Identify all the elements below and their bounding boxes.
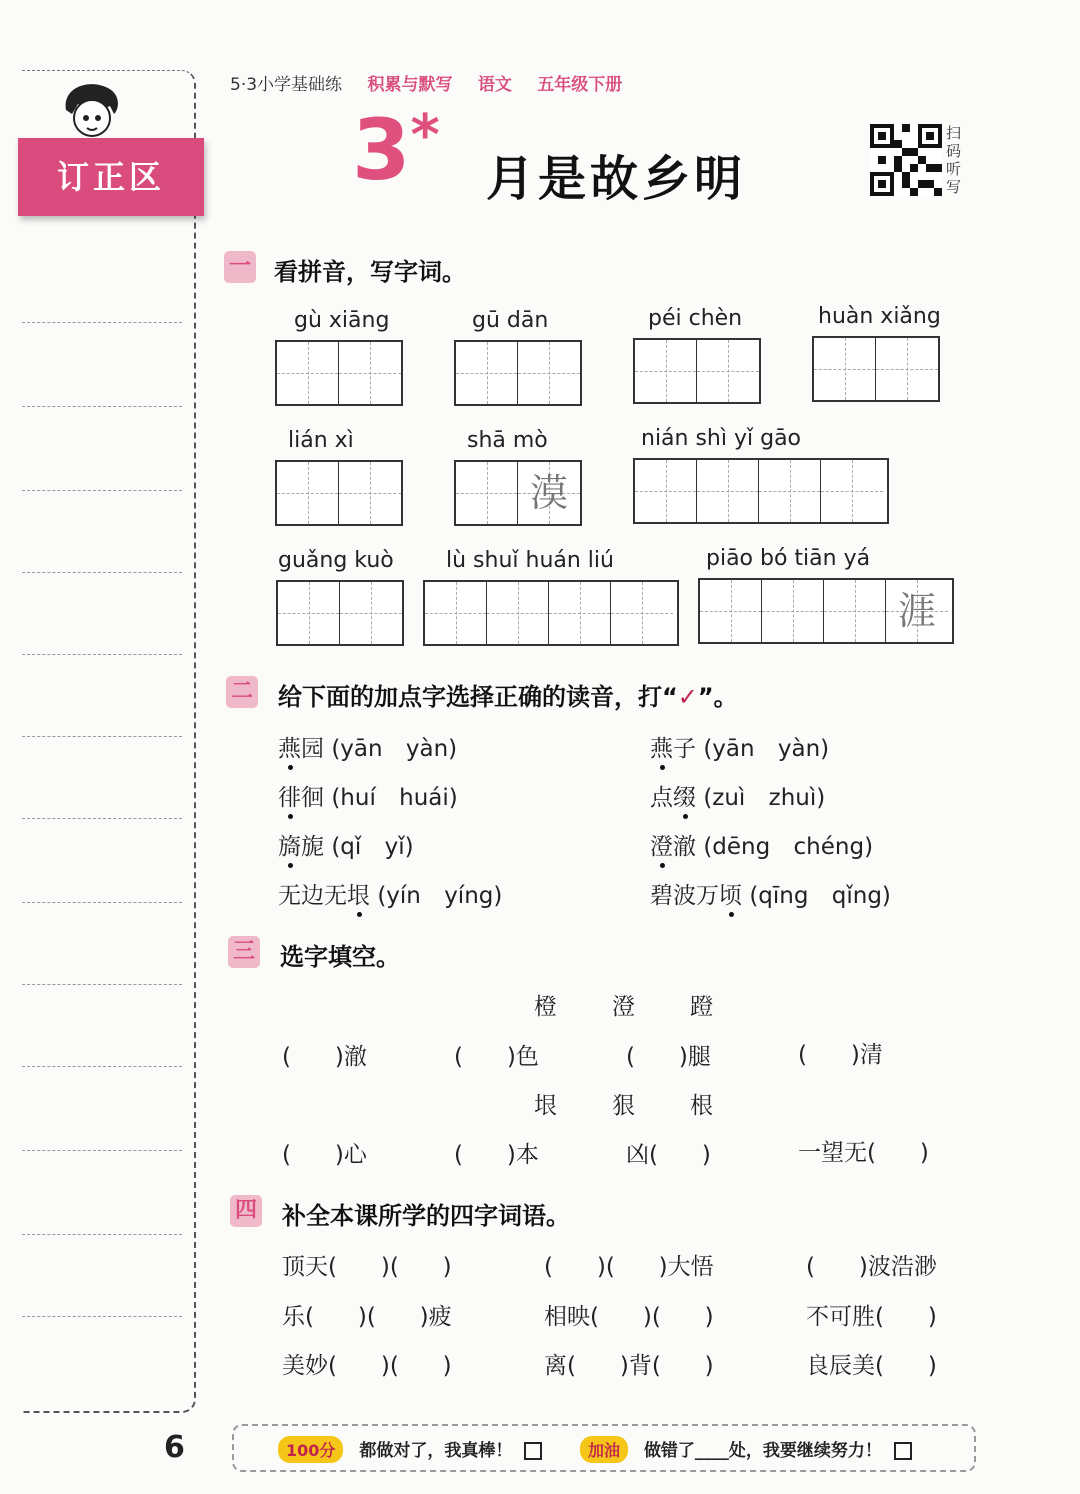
checkmark-icon: ✓ <box>677 683 698 711</box>
reading-item <box>278 730 457 763</box>
dotted-character: 燕 <box>278 736 301 762</box>
dotted-character: 旖 <box>278 834 301 860</box>
grid-cell[interactable] <box>425 582 487 644</box>
grid-cell[interactable] <box>339 342 401 404</box>
qr-code-icon[interactable] <box>870 124 942 196</box>
pinyin-label: péi chèn <box>648 306 743 331</box>
page-number: 6 <box>164 1430 185 1465</box>
pinyin-label: piāo bó tiān yá <box>706 546 871 571</box>
item-text: 旎 <box>301 834 324 860</box>
fill-blank-item[interactable]: 一望无( ) <box>798 1140 929 1166</box>
idiom-blank-item[interactable]: 相映( )( ) <box>544 1304 714 1330</box>
grid-cell[interactable] <box>700 580 762 642</box>
option-char: 根 <box>690 1093 713 1119</box>
grid-cell[interactable] <box>487 582 549 644</box>
reading-option[interactable]: yàn) <box>777 736 830 762</box>
writing-grid[interactable] <box>275 340 403 406</box>
keep-going-badge: 加油 <box>580 1436 628 1463</box>
idiom-blank-item[interactable]: 良辰美( ) <box>806 1353 937 1379</box>
pinyin-label: guǎng kuò <box>278 548 394 573</box>
reading-option[interactable]: (dēng <box>703 834 771 860</box>
lesson-title: 月是故乡明 <box>486 151 747 207</box>
pinyin-label: shā mò <box>467 428 548 453</box>
correction-line <box>22 1066 182 1067</box>
full-marks-badge: 100分 <box>278 1436 343 1463</box>
grid-cell[interactable] <box>277 342 339 404</box>
given-character: 漠 <box>529 471 568 515</box>
reading-item <box>650 730 829 763</box>
grid-cell[interactable] <box>611 582 673 644</box>
writing-grid[interactable] <box>812 336 940 402</box>
writing-grid[interactable] <box>633 458 889 524</box>
section4-title: 补全本课所学的四字词语。 <box>282 1202 570 1230</box>
fill-blank-item[interactable]: ( )心 <box>282 1142 367 1168</box>
grid-cell[interactable] <box>635 340 697 402</box>
dotted-character: 顷 <box>719 883 742 909</box>
correction-line <box>22 572 182 573</box>
pinyin-label: gù xiāng <box>294 308 390 333</box>
lesson-number-value: 3 <box>352 101 411 199</box>
book-name: 积累与默写 <box>367 75 453 95</box>
fill-blank-item[interactable]: ( )色 <box>454 1044 539 1070</box>
fill-blank-item[interactable]: ( )澈 <box>282 1044 367 1070</box>
grid-cell[interactable] <box>518 342 580 404</box>
correction-line <box>22 902 182 903</box>
subject-name: 语文 <box>477 75 512 95</box>
grid-cell[interactable] <box>340 582 402 644</box>
grid-cell[interactable] <box>456 462 518 524</box>
reading-option[interactable]: (zuì <box>703 785 746 811</box>
correction-line <box>22 736 182 737</box>
reading-item <box>278 877 502 910</box>
grid-cell[interactable] <box>278 582 340 644</box>
option-char: 橙 <box>534 994 557 1020</box>
writing-grid[interactable] <box>275 460 403 526</box>
reading-option[interactable]: yàn) <box>405 736 458 762</box>
reading-item <box>650 828 873 861</box>
correction-line <box>22 322 182 323</box>
item-text: 碧波万 <box>650 883 719 909</box>
lesson-star: * <box>410 103 440 168</box>
pinyin-label: lián xì <box>288 428 354 453</box>
reading-option[interactable]: (huí <box>331 785 376 811</box>
correction-line <box>22 1234 182 1235</box>
reading-option[interactable]: yǐ) <box>384 834 414 860</box>
writing-grid[interactable] <box>423 580 679 646</box>
section1-number: 一 <box>224 251 256 283</box>
dotted-character: 徘 <box>278 785 301 811</box>
fill-blank-item[interactable]: ( )腿 <box>626 1044 711 1070</box>
idiom-blank-item[interactable]: ( )( )大悟 <box>544 1254 714 1280</box>
section2-title-end: ”。 <box>697 683 738 711</box>
grid-cell[interactable] <box>876 338 938 400</box>
option-char: 澄 <box>612 994 635 1020</box>
correction-line <box>22 1316 182 1317</box>
pinyin-label: lù shuǐ huán liú <box>446 548 614 573</box>
grid-cell[interactable] <box>697 460 759 522</box>
grid-cell[interactable] <box>277 462 339 524</box>
reading-option[interactable]: chéng) <box>793 834 874 860</box>
correction-line <box>22 818 182 819</box>
fill-blank-item[interactable]: ( )本 <box>454 1142 539 1168</box>
dotted-character: 垠 <box>347 883 370 909</box>
grid-cell <box>886 580 948 642</box>
section3-title: 选字填空。 <box>280 943 400 971</box>
grid-cell[interactable] <box>821 460 883 522</box>
section1-title: 看拼音，写字词。 <box>274 258 466 286</box>
pinyin-label: huàn xiǎng <box>818 304 941 329</box>
section2-title <box>278 677 738 712</box>
lesson-number <box>352 101 440 199</box>
item-text: 无边无 <box>278 883 347 909</box>
reading-option[interactable]: huái) <box>399 785 458 811</box>
correction-line <box>22 654 182 655</box>
footer-text: 都做对了，我真棒！ <box>359 1441 513 1461</box>
idiom-blank-item[interactable]: 乐( )( )疲 <box>282 1304 452 1330</box>
correction-line <box>22 490 182 491</box>
mascot-boy-icon <box>58 80 124 142</box>
grid-cell[interactable] <box>759 460 821 522</box>
footer-left <box>278 1436 542 1463</box>
correction-line <box>22 984 182 985</box>
book-header <box>230 70 642 95</box>
section4-number: 四 <box>230 1195 262 1227</box>
checkbox-all-correct[interactable] <box>524 1442 542 1460</box>
writing-grid[interactable] <box>454 340 582 406</box>
reading-option[interactable]: yíng) <box>444 883 503 909</box>
idiom-blank-item[interactable]: 顶天( )( ) <box>282 1254 452 1280</box>
self-check-footer <box>232 1424 976 1472</box>
pinyin-label: nián shì yǐ gāo <box>641 426 802 451</box>
option-char: 狠 <box>612 1093 635 1119</box>
section3-number: 三 <box>228 936 260 968</box>
writing-grid[interactable] <box>276 580 404 646</box>
correction-banner: 订正区 <box>18 138 204 216</box>
reading-option[interactable]: (yān <box>703 736 755 762</box>
grid-cell[interactable] <box>635 460 697 522</box>
qr-label: 扫码听写 <box>946 124 962 196</box>
writing-grid[interactable] <box>698 578 954 644</box>
pinyin-label: gū dān <box>472 308 549 333</box>
reading-option[interactable]: (qǐ <box>331 834 362 860</box>
idiom-blank-item[interactable]: ( )波浩渺 <box>806 1254 937 1280</box>
series-name: 5·3小学基础练 <box>230 75 343 95</box>
reading-option[interactable]: (yín <box>377 883 421 909</box>
dotted-character: 燕 <box>650 736 673 762</box>
item-text: 澈 <box>673 834 696 860</box>
idiom-blank-item[interactable]: 离( )背( ) <box>544 1353 714 1379</box>
reading-option[interactable]: qǐng) <box>831 883 891 909</box>
grid-cell[interactable] <box>762 580 824 642</box>
reading-option[interactable]: (qīng <box>749 883 809 909</box>
reading-item <box>650 877 891 910</box>
grid-cell[interactable] <box>697 340 759 402</box>
reading-item <box>278 779 458 812</box>
item-text: 点 <box>650 785 673 811</box>
reading-option[interactable]: (yān <box>331 736 383 762</box>
dotted-character: 缀 <box>673 785 696 811</box>
correction-line <box>22 1150 182 1151</box>
footer-text: 做错了____处，我要继续努力！ <box>643 1441 882 1461</box>
grid-cell[interactable] <box>339 462 401 524</box>
reading-item <box>278 828 414 861</box>
grid-cell[interactable] <box>814 338 876 400</box>
idiom-blank-item[interactable]: 美妙( )( ) <box>282 1353 452 1379</box>
grid-cell[interactable] <box>824 580 886 642</box>
section2-number: 二 <box>226 676 258 708</box>
writing-grid[interactable] <box>454 460 582 526</box>
item-text: 徊 <box>301 785 324 811</box>
fill-blank-item[interactable]: 凶( ) <box>626 1142 711 1168</box>
idiom-blank-item[interactable]: 不可胜( ) <box>806 1304 937 1330</box>
grid-cell <box>518 462 580 524</box>
reading-item <box>650 779 825 812</box>
writing-grid[interactable] <box>633 338 761 404</box>
fill-blank-item[interactable]: ( )清 <box>798 1042 883 1068</box>
given-character: 涯 <box>897 589 936 633</box>
option-char: 垠 <box>534 1093 557 1119</box>
checkbox-has-mistakes[interactable] <box>894 1442 912 1460</box>
grid-cell[interactable] <box>456 342 518 404</box>
item-text: 子 <box>673 736 696 762</box>
grade-name: 五年级下册 <box>537 75 623 95</box>
correction-line <box>22 406 182 407</box>
item-text: 园 <box>301 736 324 762</box>
correction-area <box>22 70 196 1413</box>
reading-option[interactable]: zhuì) <box>768 785 826 811</box>
grid-cell[interactable] <box>549 582 611 644</box>
footer-right <box>580 1436 912 1463</box>
option-char: 蹬 <box>690 994 713 1020</box>
section2-title-text: 给下面的加点字选择正确的读音，打“ <box>278 683 678 711</box>
dotted-character: 澄 <box>650 834 673 860</box>
